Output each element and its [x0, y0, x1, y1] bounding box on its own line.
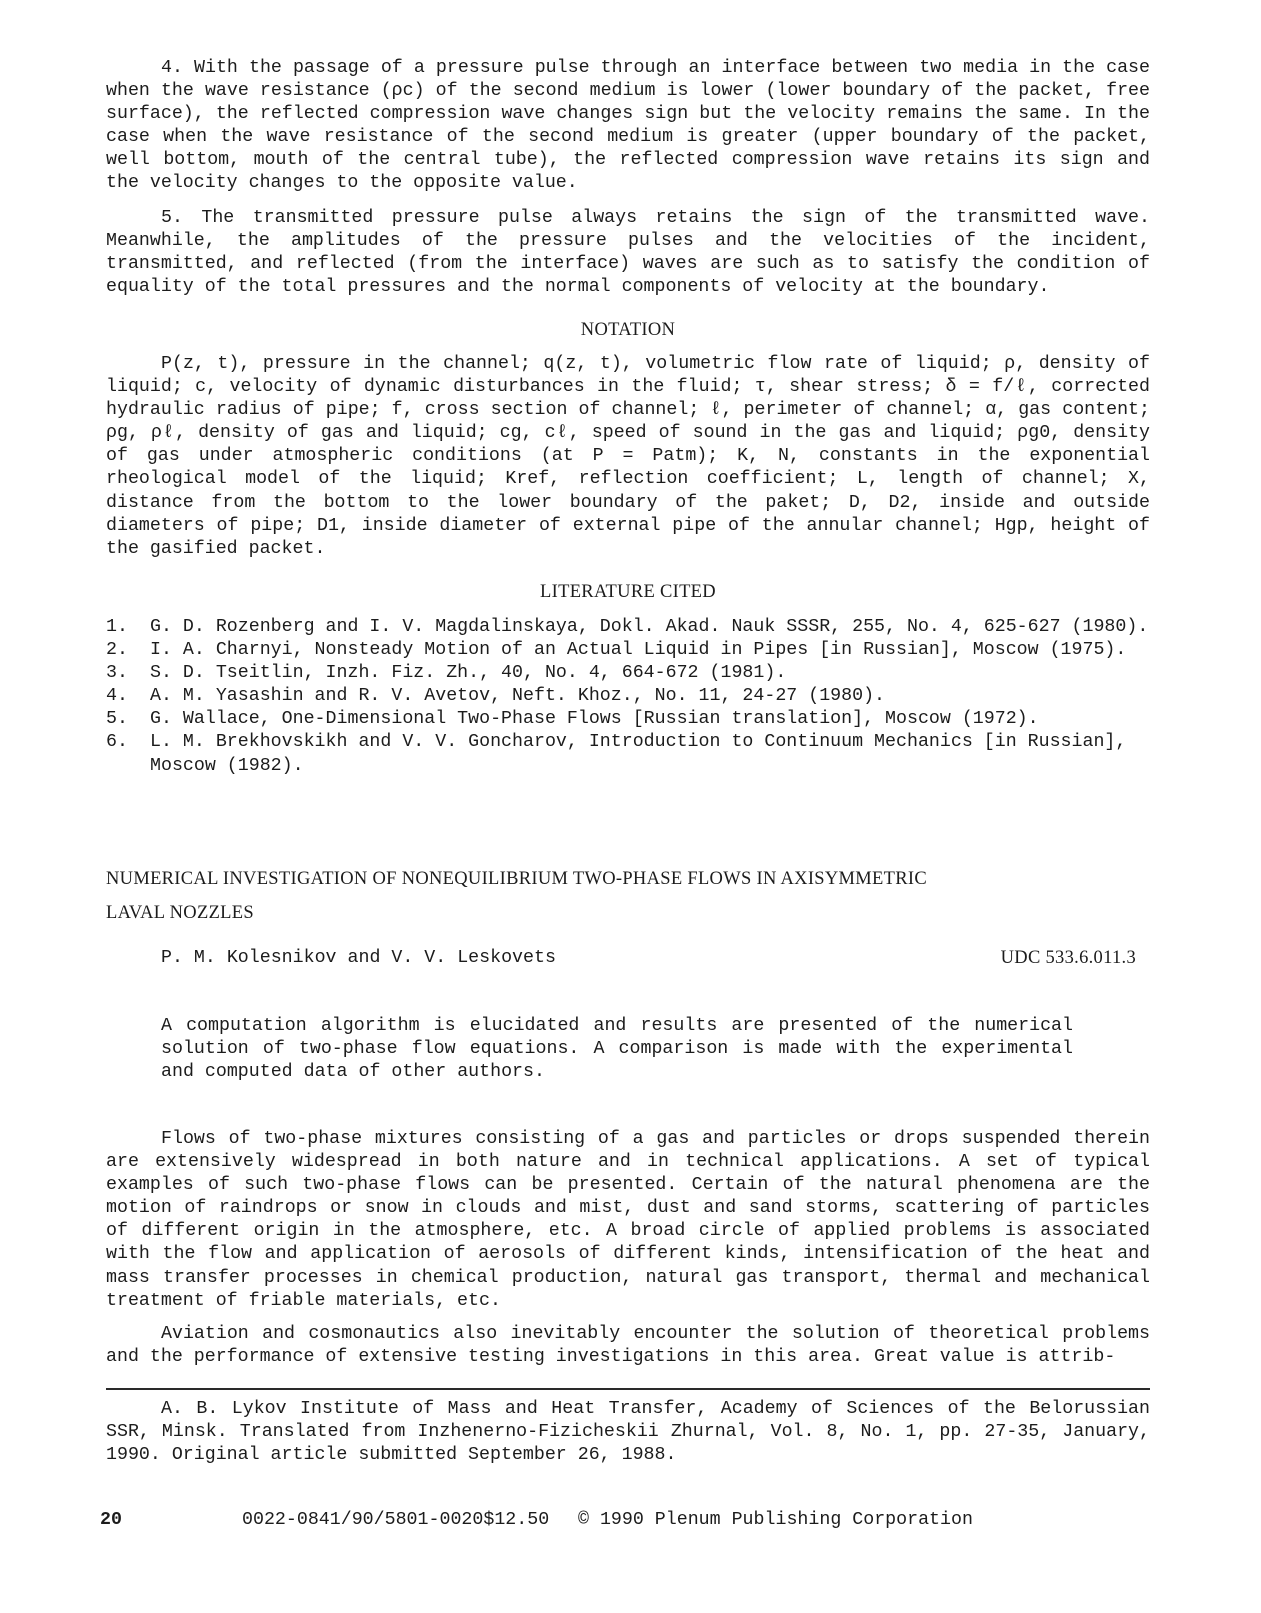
- reference-item: [106, 731, 1150, 777]
- body-paragraph-1: Flows of two-phase mixtures consisting of a gas and particles or drops suspended therein are extensively widespread in both nature and in technical applications. A set of typical examples of such two-phase flows can be presented. Certain of the natural phenomena are the motion of raindrops or snow in clouds and mist, dust and sand storms, scattering of particles of different origin in the atmosphere, etc. A broad circle of applied problems is associated with the flow and application of aerosols of different kinds, intensification of the heat and mass transfer processes in chemical production, natural gas transport, thermal and mechanical treatment of friable materials, etc.: [106, 1129, 1150, 1311]
- article-body: [106, 1128, 1150, 1369]
- article-code: 0022-0841/90/5801-0020$12.50: [242, 1510, 550, 1530]
- notation-block: [106, 353, 1150, 561]
- reference-text: S. D. Tseitlin, Inzh. Fiz. Zh., 40, No. 4, 664-672 (1981).: [150, 663, 787, 684]
- article-title-line-2: LAVAL NOZZLES: [106, 903, 254, 923]
- reference-text: L. M. Brekhovskikh and V. V. Goncharov, Introduction to Continuum Mechanics [in Russian], Moscow (1982).: [150, 732, 1127, 776]
- reference-number: 5.: [106, 709, 128, 730]
- affiliation-footnote: [106, 1398, 1150, 1467]
- notation-text: P(z, t), pressure in the channel; q(z, t), volumetric flow rate of liquid; ρ, density of liquid; c, velocity of dynamic disturbances in the fluid; τ, shear stress; δ = f/ℓ, corrected hydraulic radius of pipe; f, cross section of channel; ℓ, perimeter of channel; α, gas content; ρg, ρℓ, density of gas and liquid; cg, cℓ, speed of sound in the gas and liquid; ρg0, density of gas under atmospheric conditions (at P = Patm); K, N, constants in the exponential rheological model of the liquid; Kref, reflection coefficient; L, length of channel; X, distance from the bottom to the lower boundary of the paket; D, D2, inside and outside diameters of pipe; D1, inside diameter of external pipe of the annular channel; Hgp, height of the gasified packet.: [106, 354, 1150, 559]
- section-continued-text: [106, 57, 1150, 299]
- reference-list: [106, 616, 1150, 778]
- affiliation-text: A. B. Lykov Institute of Mass and Heat Transfer, Academy of Sciences of the Belorussian SSR, Minsk. Translated from Inzhenerno-Fizicheskii Zhurnal, Vol. 8, No. 1, pp. 27-35, January, 1990. Original article submitted September 26, 1988.: [106, 1399, 1150, 1466]
- paragraph-5: 5. The transmitted pressure pulse always retains the sign of the transmitted wave. Meanwhile, the amplitudes of the pressure pulses and the velocities of the incident, transmitted, and reflected (from the interface) waves are such as to satisfy the condition of equality of the total pressures and the normal components of velocity at the boundary.: [106, 207, 1150, 297]
- body-paragraph-2: Aviation and cosmonautics also inevitably encounter the solution of theoretical problems and the performance of extensive testing investigations in this area. Great value is attrib-: [106, 1323, 1150, 1367]
- reference-number: 3.: [106, 663, 128, 684]
- reference-item: [106, 685, 1150, 708]
- literature-heading: LITERATURE CITED: [540, 582, 716, 602]
- reference-text: I. A. Charnyi, Nonsteady Motion of an Actual Liquid in Pipes [in Russian], Moscow (1975).: [150, 640, 1127, 661]
- article-authors: P. M. Kolesnikov and V. V. Leskovets: [161, 948, 556, 968]
- copyright-notice: © 1990 Plenum Publishing Corporation: [578, 1510, 973, 1530]
- reference-number: 6.: [106, 732, 128, 753]
- notation-heading: NOTATION: [580, 320, 676, 340]
- reference-item: [106, 639, 1150, 662]
- paragraph-4: 4. With the passage of a pressure pulse through an interface between two media in the case when the wave resistance (ρc) of the second medium is lower (lower boundary of the packet, free surface), the reflected compression wave changes sign but the velocity remains the same. In the case when the wave resistance of the second medium is greater (upper boundary of the packet, well bottom, mouth of the central tube), the reflected compression wave retains its sign and the velocity changes to the opposite value.: [106, 58, 1150, 194]
- reference-number: 2.: [106, 640, 128, 661]
- abstract-text: A computation algorithm is elucidated and results are presented of the numerical solution of two-phase flow equations. A comparison is made with the experimental and computed data of other authors.: [161, 1016, 1073, 1083]
- footnote-divider: [106, 1388, 1150, 1390]
- reference-text: A. M. Yasashin and R. V. Avetov, Neft. Khoz., No. 11, 24-27 (1980).: [150, 686, 886, 707]
- reference-number: 4.: [106, 686, 128, 707]
- reference-number: 1.: [106, 617, 128, 637]
- article-title-line-1: NUMERICAL INVESTIGATION OF NONEQUILIBRIUM TWO-PHASE FLOWS IN AXISYMMETRIC: [106, 869, 927, 889]
- reference-item: [106, 708, 1150, 731]
- reference-item: [106, 662, 1150, 685]
- page-number: 20: [100, 1510, 122, 1530]
- reference-item: [106, 616, 1150, 639]
- abstract: [161, 1015, 1073, 1084]
- reference-text: G. D. Rozenberg and I. V. Magdalinskaya, Dokl. Akad. Nauk SSSR, 255, No. 4, 625-627 (1980).: [150, 617, 1149, 637]
- reference-text: G. Wallace, One-Dimensional Two-Phase Flows [Russian translation], Moscow (1972).: [150, 709, 1039, 730]
- udc-code: UDC 533.6.011.3: [1000, 948, 1136, 968]
